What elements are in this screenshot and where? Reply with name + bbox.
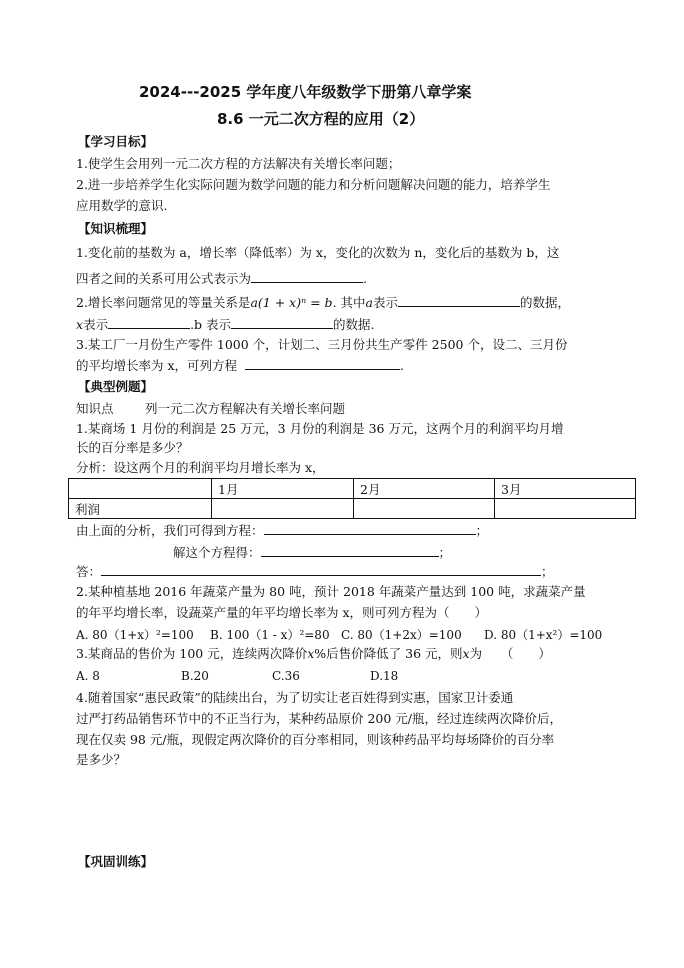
answer-prompt: 答： [76, 564, 102, 579]
table-header-month-3: 3月 [495, 479, 636, 499]
a-label: 表示 [372, 295, 398, 310]
table-row [69, 499, 636, 519]
examples-heading: 【典型例题】 [78, 379, 154, 394]
example-2-cont: 的年平均增长率，设蔬菜产量的年平均增长率为 x，则可列方程为（ ） [76, 605, 488, 620]
example-3 [76, 646, 551, 662]
growth-formula: a(1 + x)ⁿ = b [250, 295, 333, 310]
goal-item-1: 1.使学生会用列一元二次方程的方法解决有关增长率问题； [76, 156, 401, 171]
knowledge-item-2-tail: 的数据， [519, 295, 570, 310]
goal-item-2-cont: 应用数学的意识. [76, 198, 168, 213]
knowledge-item-2-cont [76, 316, 375, 333]
var-x: x [76, 317, 84, 332]
table-header-month-1: 1月 [212, 479, 354, 499]
var-a: a [365, 295, 373, 310]
page-title: 2024---2025 学年度八年级数学下册第八章学案 [139, 83, 472, 101]
semicolon: ； [541, 564, 554, 579]
example-3-text-b: %后售价降低了 36 元，则 [314, 646, 463, 661]
knowledge-heading: 【知识梳理】 [78, 221, 154, 236]
consolidate-heading: 【巩固训练】 [78, 854, 154, 869]
example-4-cont-1: 过严打药品销售环节中的不正当行为，某种药品原价 200 元/瓶，经过连续两次降价后， [76, 711, 563, 726]
knowledge-item-3-cont [76, 357, 404, 374]
equation-line [76, 522, 488, 539]
example-3-text-c: 为 （ ） [469, 646, 551, 661]
b-meaning-blank[interactable] [231, 316, 333, 329]
semicolon: ； [438, 545, 452, 560]
knowledge-item-1: 1.变化前的基数为 a，增长率（降低率）为 x，变化的次数为 n，变化后的基数为 b，这 [76, 245, 560, 260]
knowledge-point-label: 知识点 [76, 401, 114, 416]
a-meaning-blank[interactable] [398, 294, 520, 307]
solve-line [173, 544, 451, 561]
semicolon: ； [475, 523, 489, 538]
period: . [400, 358, 405, 373]
goal-item-2: 2.进一步培养学生化实际问题为数学问题的能力和分析问题解决问题的能力，培养学生 [76, 177, 551, 192]
knowledge-item-1-cont [76, 270, 367, 287]
formula-blank[interactable] [251, 270, 363, 283]
table-header-empty [69, 479, 212, 499]
equation-blank[interactable] [245, 357, 400, 370]
profit-cell-month-1[interactable] [212, 499, 354, 519]
knowledge-item-2 [76, 294, 570, 311]
analysis-text: 分析：设这两个月的利润平均月增长率为 x， [76, 460, 325, 475]
knowledge-item-1-text: 四者之间的关系可用公式表示为 [76, 271, 252, 286]
knowledge-item-2-end: 的数据. [333, 317, 375, 332]
profit-cell-month-3[interactable] [495, 499, 636, 519]
example-3-option-b[interactable]: B.20 [181, 669, 209, 683]
example-1: 1.某商场 1 月份的利润是 25 万元，3 月份的利润是 36 万元，这两个月的利润平均月增 [76, 421, 564, 436]
table-header-month-2: 2月 [354, 479, 495, 499]
example-2-option-c[interactable]: C. 80（1+2x）=100 [341, 628, 462, 642]
var-x: x [307, 646, 315, 661]
table-header-row [69, 479, 636, 499]
example-3-option-a[interactable]: A. 8 [76, 669, 100, 683]
profit-table [68, 478, 636, 519]
answer-line [76, 563, 554, 580]
x-meaning-blank[interactable] [108, 316, 190, 329]
example-2-option-b[interactable]: B. 100（1 - x）²=80 [210, 628, 330, 642]
var-x: x [462, 646, 470, 661]
example-4-cont-3: 是多少？ [76, 752, 127, 767]
example-1-cont: 长的百分率是多少？ [76, 440, 189, 455]
example-2-option-d[interactable]: D. 80（1+x²）=100 [484, 628, 603, 642]
knowledge-item-2-text: 2.增长率问题常见的等量关系是 [76, 295, 251, 310]
knowledge-item-3: 3.某工厂一月份生产零件 1000 个，计划二、三月份共生产零件 2500 个，设二、三月份 [76, 337, 568, 352]
example-3-option-d[interactable]: D.18 [370, 669, 399, 683]
example-2-option-a[interactable]: A. 80（1+x）²=100 [76, 628, 194, 642]
b-label: .b 表示 [190, 317, 232, 332]
equation-prompt: 由上面的分析，我们可得到方程： [76, 523, 264, 538]
example-3-option-c[interactable]: C.36 [272, 669, 300, 683]
example-4-cont-2: 现在仅卖 98 元/瓶，现假定两次降价的百分率相同，则该种药品平均每场降价的百分率 [76, 732, 555, 747]
knowledge-item-2-mid: . 其中 [332, 295, 366, 310]
final-answer-blank[interactable] [101, 563, 541, 576]
solve-prompt: 解这个方程得： [173, 545, 261, 560]
goals-heading: 【学习目标】 [78, 134, 154, 149]
knowledge-item-3-text: 的平均增长率为 x，可列方程 [76, 358, 238, 373]
solve-answer-blank[interactable] [261, 544, 439, 557]
profit-cell-month-2[interactable] [354, 499, 495, 519]
x-label: 表示 [83, 317, 109, 332]
equation-answer-blank[interactable] [264, 522, 476, 535]
example-2: 2.某种植基地 2016 年蔬菜产量为 80 吨，预计 2018 年蔬菜产量达到 100 吨，求蔬菜产量 [76, 584, 586, 599]
lesson-title: 8.6 一元二次方程的应用（2） [217, 110, 425, 128]
table-row-label: 利润 [69, 499, 212, 519]
knowledge-point-text: 列一元二次方程解决有关增长率问题 [145, 401, 346, 416]
example-4: 4.随着国家“惠民政策”的陆续出台，为了切实让老百姓得到实惠，国家卫计委通 [76, 690, 514, 705]
period: . [363, 271, 367, 286]
example-3-text-a: 3.某商品的售价为 100 元，连续两次降价 [76, 646, 308, 661]
